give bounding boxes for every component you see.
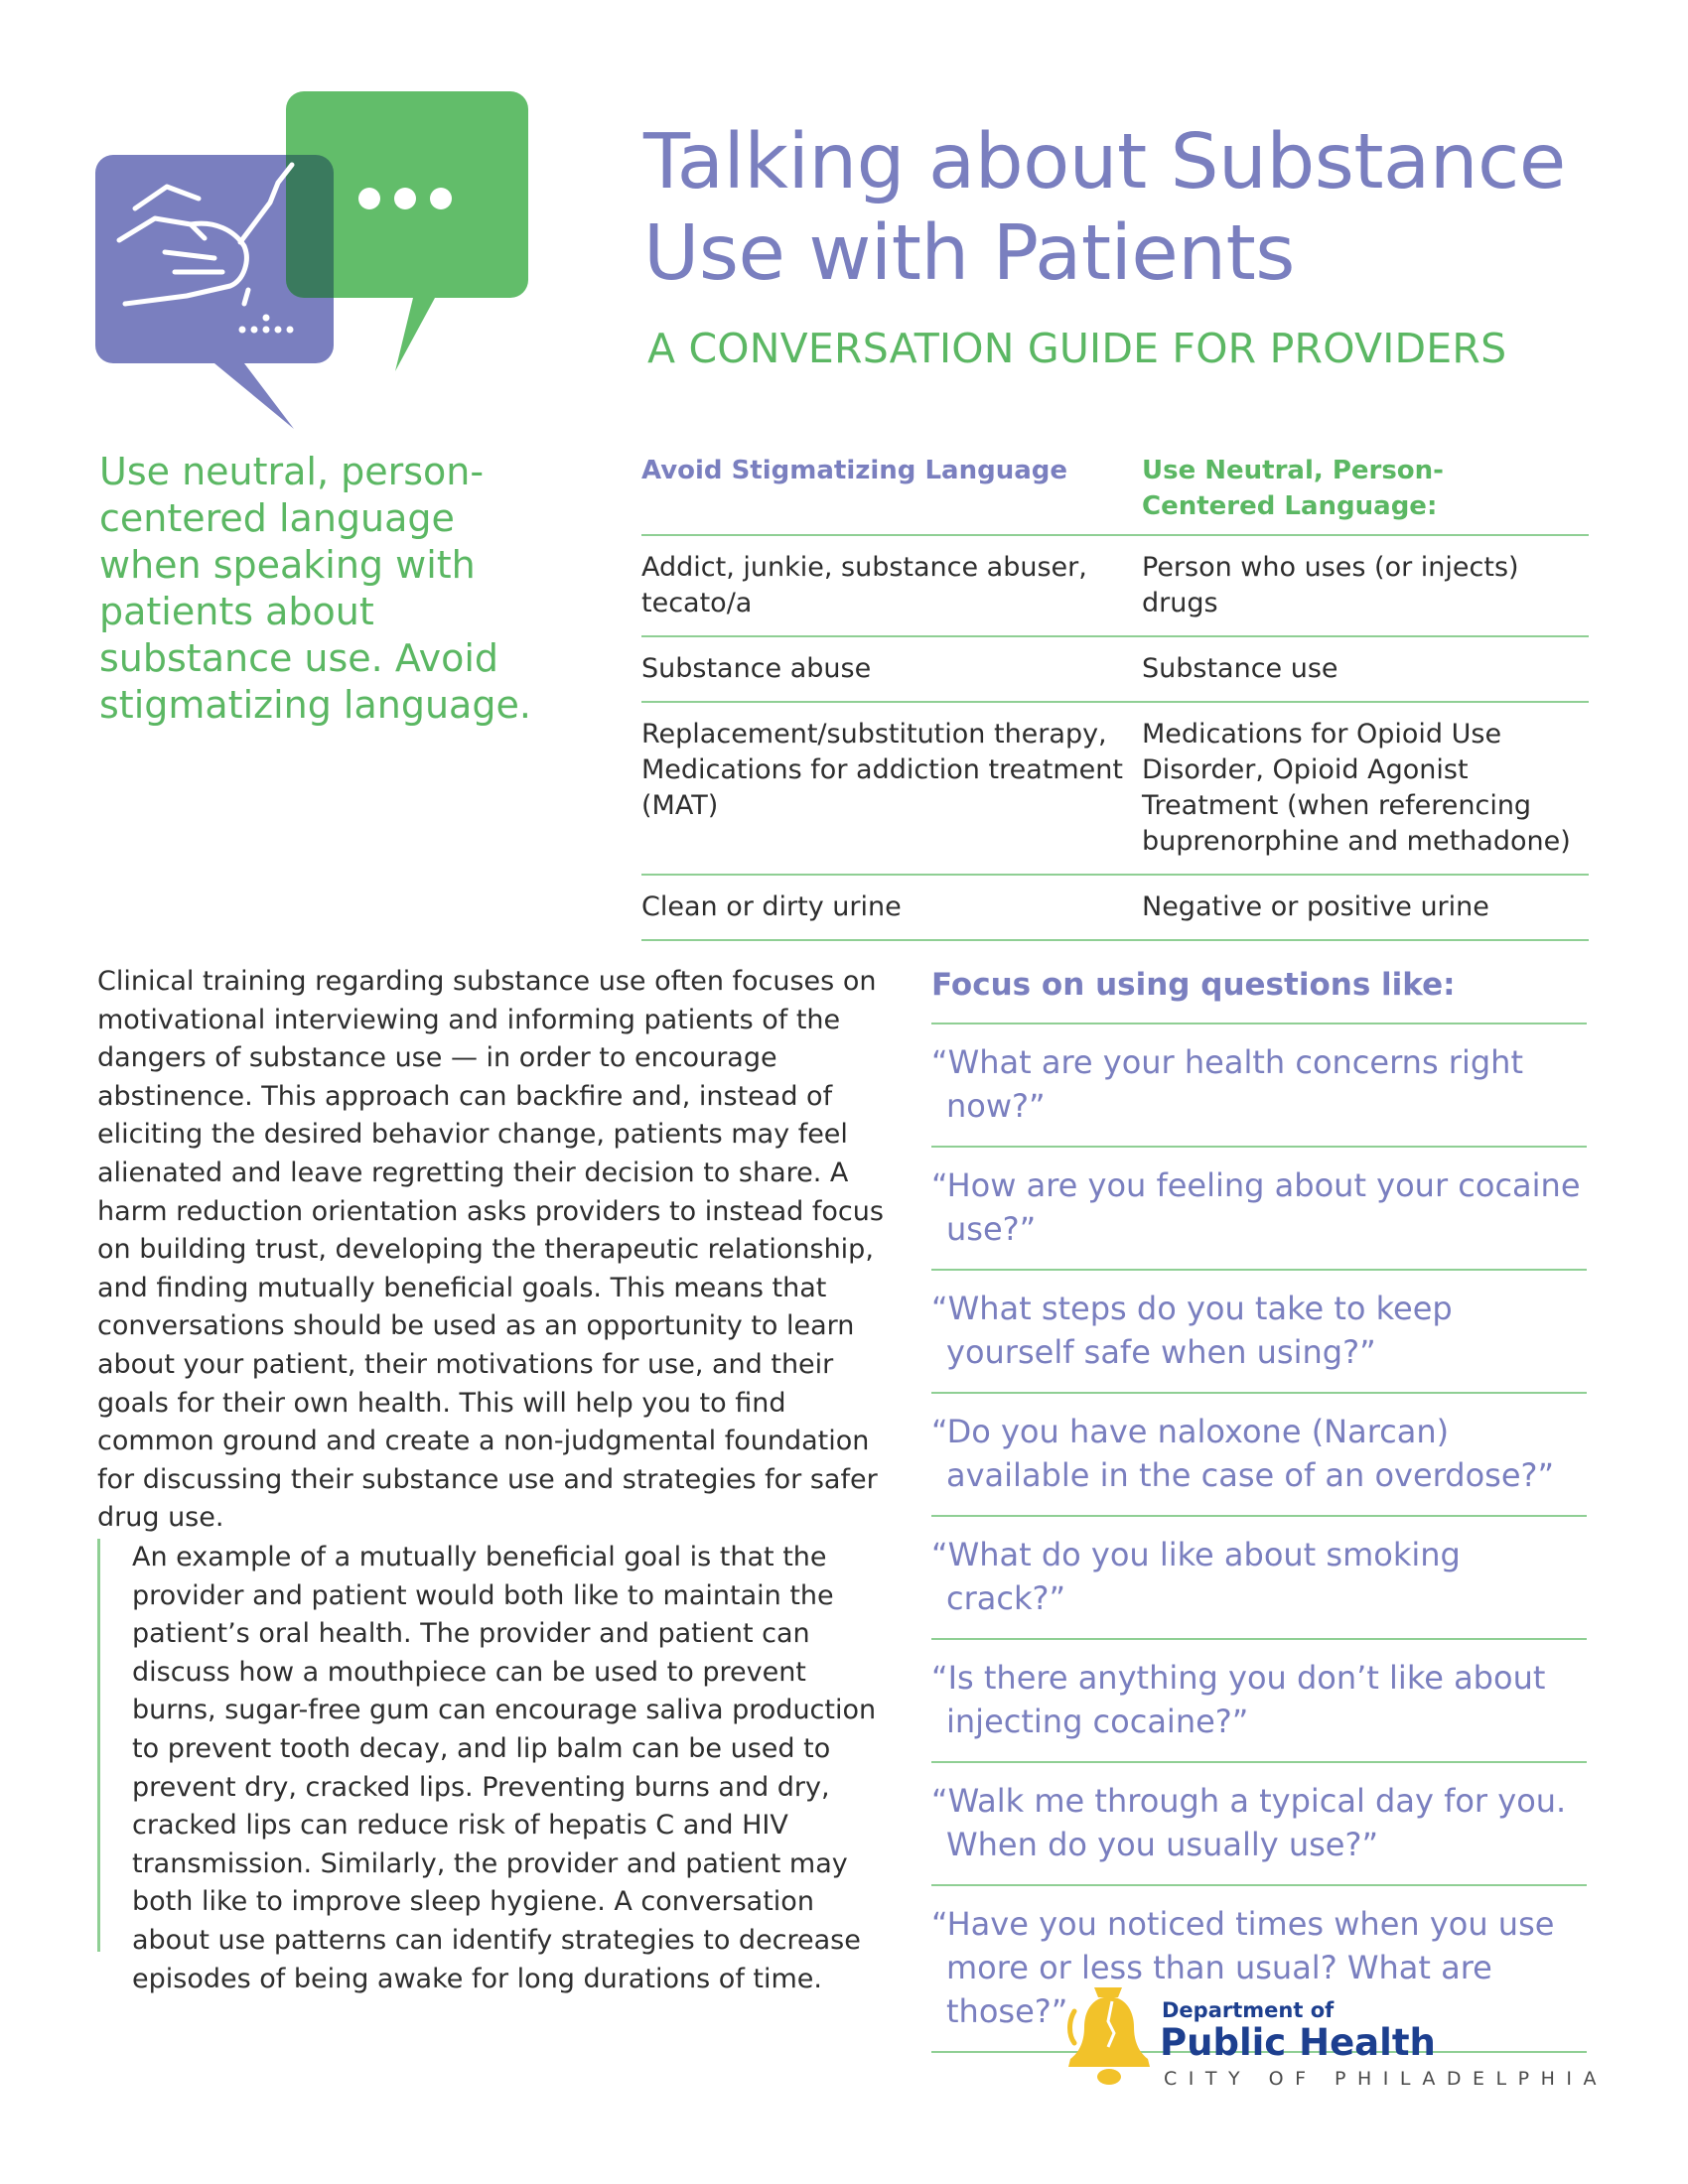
body-paragraph: Clinical training regarding substance use often focuses on motivational interviewing and informing patients of the dangers of substance use — in order to encourage abstinence. This approach can backfire and, instead of eliciting the desired behavior change, patients may feel alienated and leave regretting their decision to share. A harm reduction orientation asks providers to instead focus on building trust, developing the therapeutic relationship, and finding mutually beneficial goals. This means that conversations should be used as an opportunity to learn about your patient, their motivations for use, and their goals for their own health. This will help you to find common ground and create a non-judgmental foundation for discussing their substance use and strategies for safer drug use. xyxy=(97,966,884,1534)
table-row xyxy=(641,636,1589,702)
example-paragraph: An example of a mutually beneficial goal is that the provider and patient would both like to maintain the patient’s oral health. The provider and patient can discuss how a mouthpiece can be used to prevent burns, sugar-free gum can encourage saliva production to prevent tooth decay, and lip balm can be used to prevent dry, cracked lips. Preventing burns and dry, cracked lips can reduce risk of hepatis C and HIV transmission. Similarly, the provider and patient may both like to improve sleep hygiene. A conversation about use patterns can identify strategies to decrease episodes of being awake for long durations of time. xyxy=(132,1542,877,1994)
use-term: Person who uses (or injects) drugs xyxy=(1142,535,1589,636)
page-title xyxy=(643,117,1597,300)
logo-city-label: CITY OF PHILADELPHIA xyxy=(1164,2068,1608,2090)
list-item: “Walk me through a typical day for you. When do you usually use?” xyxy=(931,1763,1587,1886)
page-subtitle: A CONVERSATION GUIDE FOR PROVIDERS xyxy=(647,325,1507,372)
list-item: “Is there anything you don’t like about injecting cocaine?” xyxy=(931,1640,1587,1763)
list-item: “What steps do you take to keep yourself safe when using?” xyxy=(931,1271,1587,1394)
header-avoid-language: Avoid Stigmatizing Language xyxy=(641,456,1067,485)
example-callout xyxy=(97,1539,892,1994)
list-item: “What do you like about smoking crack?” xyxy=(931,1517,1587,1640)
list-item: “What are your health concerns right now?” xyxy=(931,1024,1587,1148)
avoid-term: Substance abuse xyxy=(641,636,1142,702)
liberty-bell-icon xyxy=(1064,1981,1160,2091)
table-row xyxy=(641,875,1589,940)
use-term: Substance use xyxy=(1142,636,1589,702)
avoid-term: Addict, junkie, substance abuser, tecato/a xyxy=(641,535,1142,636)
use-term: Negative or positive urine xyxy=(1142,875,1589,940)
questions-list xyxy=(931,1023,1587,2053)
use-term: Medications for Opioid Use Disorder, Opioid Agonist Treatment (when referencing buprenorphine and methadone) xyxy=(1142,702,1589,875)
speech-bubbles-icon xyxy=(95,91,532,434)
intro-statement: Use neutral, person-centered language when speaking with patients about substance use. Avoid stigmatizing language. xyxy=(99,450,531,727)
avoid-term: Clean or dirty urine xyxy=(641,875,1142,940)
language-comparison-table xyxy=(641,453,1589,941)
list-item: “Do you have naloxone (Narcan) available in the case of an overdose?” xyxy=(931,1394,1587,1517)
list-item: “How are you feeling about your cocaine use?” xyxy=(931,1148,1587,1271)
header-use-language: Use Neutral, Person-Centered Language: xyxy=(1142,456,1444,521)
logo-public-health: Public Health xyxy=(1160,2021,1436,2064)
title-line-2: Use with Patients xyxy=(643,209,1295,298)
table-row xyxy=(641,702,1589,875)
title-line-1: Talking about Substance xyxy=(643,118,1566,206)
list-item: “Have you noticed times when you use more or less than usual? What are those?” xyxy=(931,1886,1587,2053)
avoid-term: Replacement/substitution therapy, Medications for addiction treatment (MAT) xyxy=(641,702,1142,875)
logo-department-label: Department of xyxy=(1162,1998,1335,2022)
questions-heading: Focus on using questions like: xyxy=(931,967,1456,1003)
table-row xyxy=(641,535,1589,636)
